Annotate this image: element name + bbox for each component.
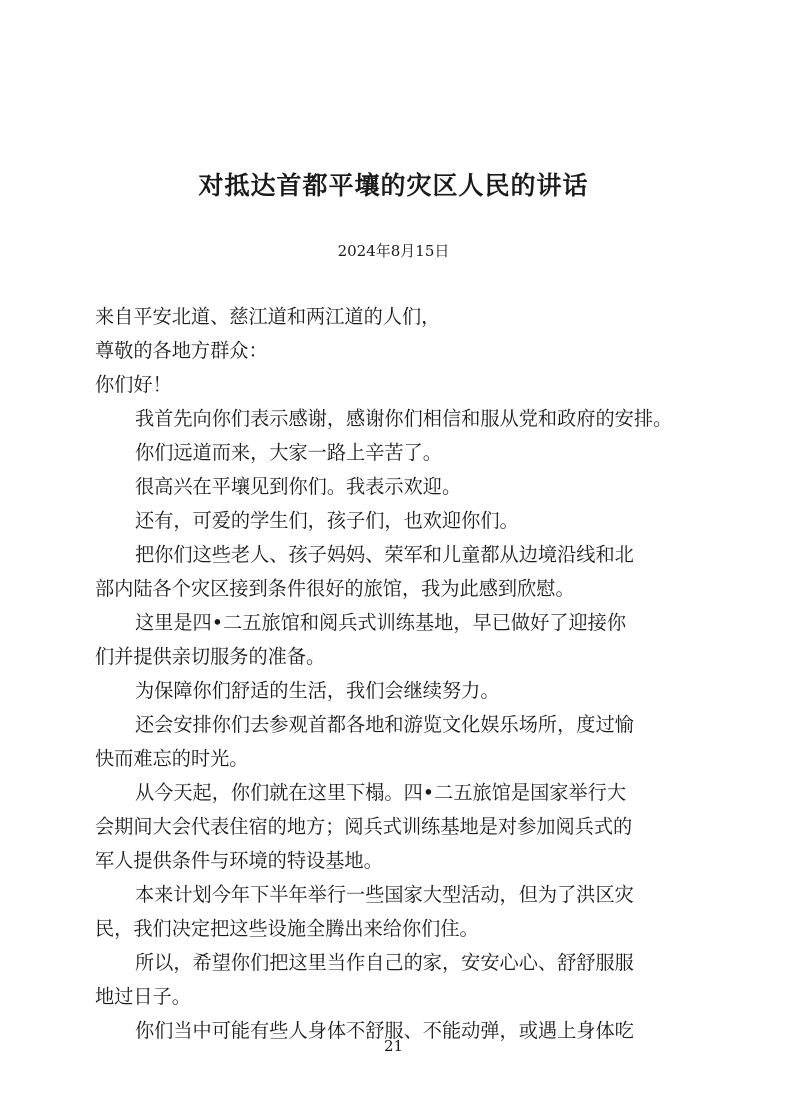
body-line: 军人提供条件与环境的特设基地。	[95, 849, 383, 872]
body-line: 会期间大会代表住宿的地方；阅兵式训练基地是对参加阅兵式的	[95, 815, 633, 838]
body-line: 本来计划今年下半年举行一些国家大型活动，但为了洪区灾	[135, 883, 634, 906]
document-date: 2024年8月15日	[337, 242, 450, 260]
body-line: 为保障你们舒适的生活，我们会继续努力。	[135, 679, 500, 702]
body-line: 地过日子。	[95, 985, 191, 1008]
body-line: 还会安排你们去参观首都各地和游览文化娱乐场所，度过愉	[135, 713, 634, 736]
body-line: 来自平安北道、慈江道和两江道的人们，	[95, 305, 441, 328]
body-line: 你们好！	[95, 373, 172, 396]
body-line: 你们远道而来，大家一路上辛苦了。	[135, 441, 442, 464]
body-line: 尊敬的各地方群众：	[95, 339, 268, 362]
body-line: 部内陆各个灾区接到条件很好的旅馆，我为此感到欣慰。	[95, 577, 575, 600]
speech-body	[95, 300, 695, 1048]
body-line: 民，我们决定把这些设施全腾出来给你们住。	[95, 917, 479, 940]
body-line: 从今天起，你们就在这里下榻。四•二五旅馆是国家举行大	[135, 781, 627, 804]
document-title: 对抵达首都平壤的灾区人民的讲话	[198, 171, 589, 200]
body-line: 这里是四•二五旅馆和阅兵式训练基地，早已做好了迎接你	[135, 611, 627, 634]
body-line: 很高兴在平壤见到你们。我表示欢迎。	[135, 475, 462, 498]
body-line: 快而难忘的时光。	[95, 747, 249, 770]
body-line: 还有，可爱的学生们，孩子们，也欢迎你们。	[135, 509, 519, 532]
body-line: 所以，希望你们把这里当作自己的家，安安心心、舒舒服服	[135, 951, 634, 974]
page-number: 21	[383, 1037, 404, 1055]
body-line: 把你们这些老人、孩子妈妈、荣军和儿童都从边境沿线和北	[135, 543, 634, 566]
body-line: 你们当中可能有些人身体不舒服、不能动弹，或遇上身体吃	[135, 1019, 634, 1042]
body-line: 我首先向你们表示感谢，感谢你们相信和服从党和政府的安排。	[135, 407, 673, 430]
body-line: 们并提供亲切服务的准备。	[95, 645, 326, 668]
